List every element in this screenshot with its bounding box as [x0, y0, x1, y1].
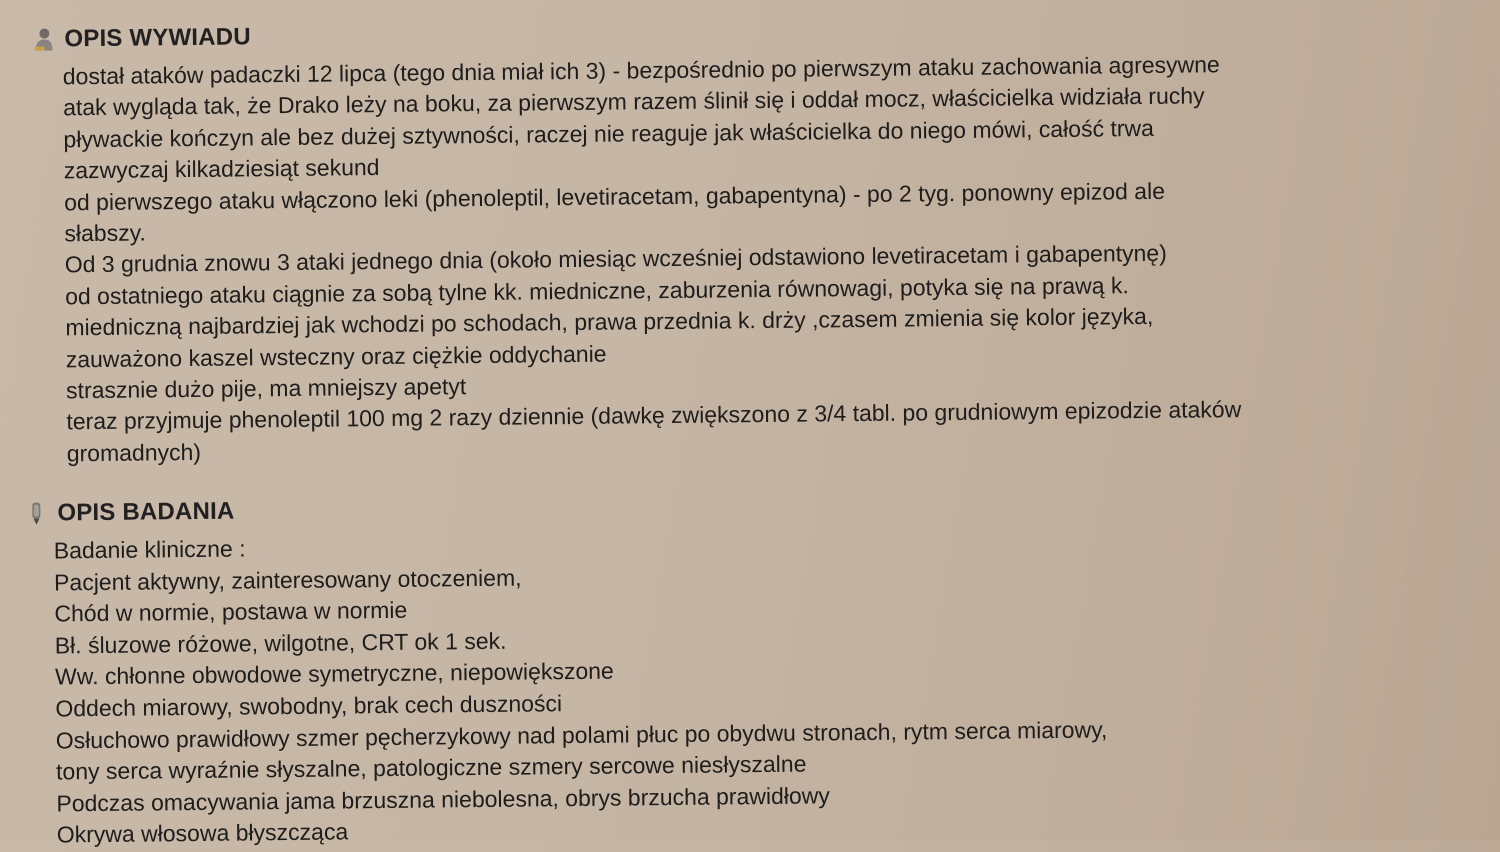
interview-line: od pierwszego ataku włączono leki (phenoleptil, levetiracetam, gabapentyna) - po 2 tyg. ponowny epizod ale: [63, 177, 1166, 215]
interview-line: zauważono kaszel wsteczny oraz ciężkie oddychanie: [65, 340, 607, 372]
exam-line: Bł. śluzowe różowe, wilgotne, CRT ok 1 sek.: [54, 627, 507, 659]
exam-line: Oddech miarowy, swobodny, brak cech duszności: [55, 690, 563, 722]
interview-line: gromadnych): [66, 438, 202, 467]
exam-body: [26, 524, 1109, 851]
interview-line: strasznie dużo pije, ma mniejszy apetyt: [65, 373, 467, 404]
person-icon: [32, 27, 54, 51]
interview-line: atak wygląda tak, że Drako leży na boku, za pierwszym razem ślinił się i oddał mocz, właścicielka widziała ruchy: [62, 82, 1205, 121]
exam-line: Podczas omacywania jama brzuszna niebolesna, obrys brzucha prawidłowy: [56, 782, 830, 817]
interview-line: Od 3 grudnia znowu 3 ataki jednego dnia (około miesiąc wcześniej odstawiono levetiracetam i gabapentynę): [64, 240, 1167, 278]
interview-line: od ostatniego ataku ciągnie za sobą tylne kk. miedniczne, zaburzenia równowagi, potyka się na prawą k.: [64, 272, 1129, 310]
exam-line: tony serca wyraźnie słyszalne, patologiczne szmery sercowe niesłyszalne: [55, 750, 807, 785]
interview-line: miedniczną najbardziej jak wchodzi po schodach, prawa przednia k. drży ,czasem zmienia się kolor języka,: [65, 303, 1154, 341]
interview-line: pływackie kończyn ale bez dużej sztywności, raczej nie reaguje jak właścicielka do niego mówi, całość trwa: [63, 114, 1154, 153]
pen-icon: [25, 502, 47, 526]
exam-line: Chód w normie, postawa w normie: [54, 596, 408, 627]
interview-section: [32, 9, 1242, 470]
exam-section: [25, 484, 1108, 851]
exam-line: Ww. chłonne obwodowe symetryczne, niepowiększone: [54, 657, 614, 690]
exam-heading-label: OPIS BADANIA: [57, 497, 235, 527]
exam-line: Pacjent aktywny, zainteresowany otoczeniem,: [53, 564, 522, 596]
exam-line: Osłuchowo prawidłowy szmer pęcherzykowy nad polami płuc po obydwu stronach, rytm serca miarowy,: [55, 716, 1108, 754]
exam-heading: [25, 484, 1105, 531]
interview-heading-label: OPIS WYWIADU: [64, 23, 251, 53]
interview-line: zazwyczaj kilkadziesiąt sekund: [63, 154, 380, 184]
interview-line: teraz przyjmuje phenoleptil 100 mg 2 razy dziennie (dawkę zwiększono z 3/4 tabl. po grudniowym epizodzie ataków: [66, 396, 1242, 435]
interview-body: [33, 49, 1242, 470]
exam-line: Okrywa włosowa błyszcząca: [56, 818, 349, 848]
interview-line: słabszy.: [64, 219, 146, 247]
interview-line: dostał ataków padaczki 12 lipca (tego dnia miał ich 3) - bezpośrednio po pierwszym ataku zachowania agresywne: [62, 51, 1220, 90]
exam-line: Badanie kliniczne :: [53, 535, 246, 564]
